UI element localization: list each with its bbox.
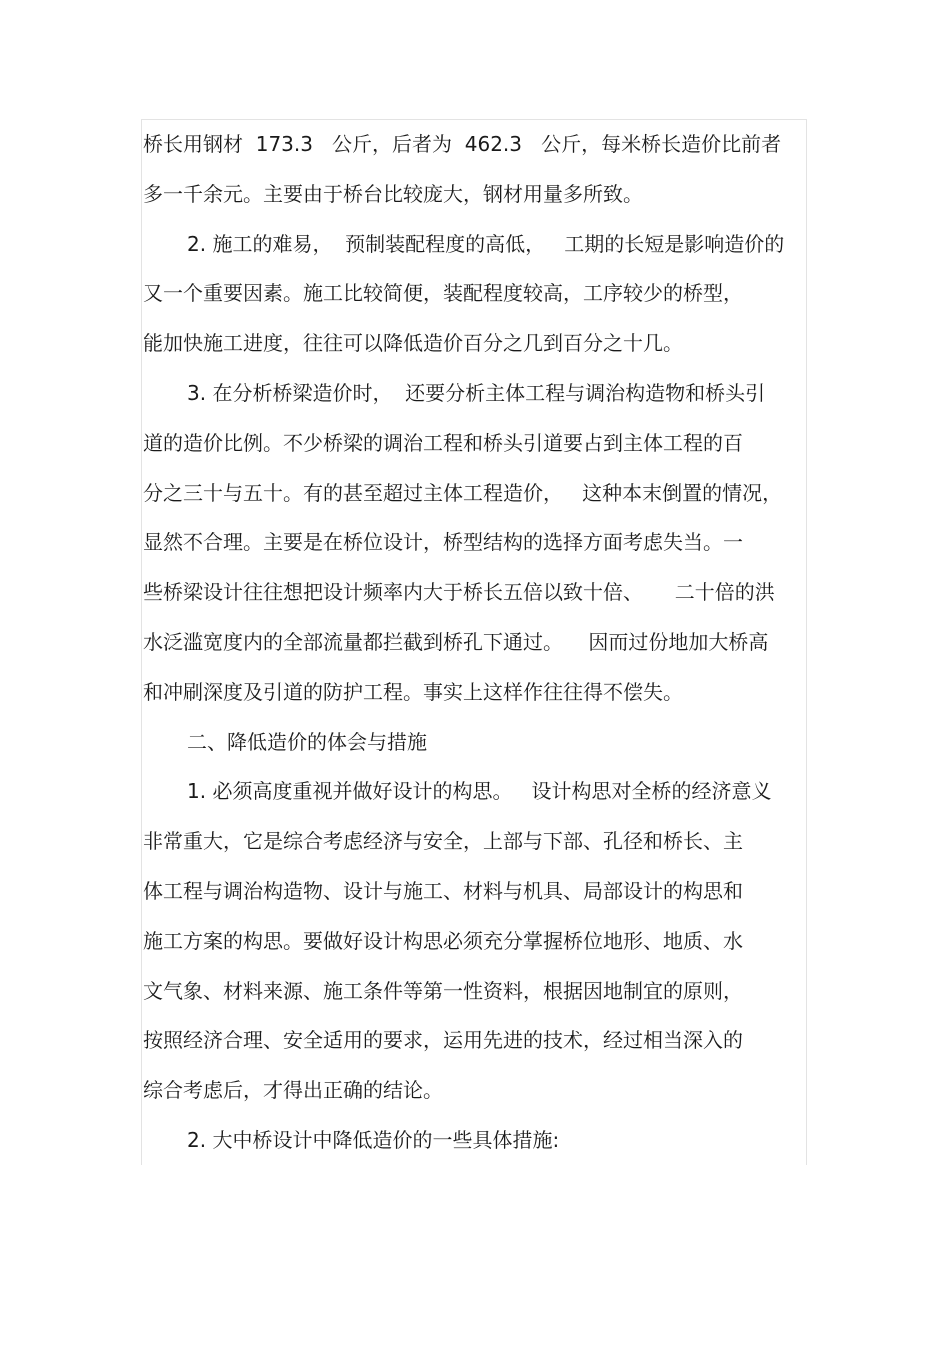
text-line: 非常重大，它是综合考虑经济与安全，上部与下部、孔径和桥长、主 [143, 829, 743, 854]
text-line: 和冲刷深度及引道的防护工程。事实上这样作往往得不偿失。 [143, 679, 683, 704]
text-line: 综合考虑后，才得出正确的结论。 [143, 1078, 443, 1103]
text-line: 2. 施工的难易， 预制装配程度的高低， 工期的长短是影响造价的 [187, 231, 785, 256]
text-line: 显然不合理。主要是在桥位设计，桥型结构的选择方面考虑失当。一 [143, 530, 743, 555]
text-line: 体工程与调治构造物、设计与施工、材料与机具、局部设计的构思和 [143, 878, 743, 903]
text-line: 多一千余元。主要由于桥台比较庞大，钢材用量多所致。 [143, 181, 643, 206]
text-line: 1. 必须高度重视并做好设计的构思。 设计构思对全桥的经济意义 [187, 779, 772, 804]
text-line: 施工方案的构思。要做好设计构思必须充分掌握桥位地形、地质、水 [143, 928, 743, 953]
text-line: 水泛滥宽度内的全部流量都拦截到桥孔下通过。 因而过份地加大桥高 [143, 629, 769, 654]
text-line: 2. 大中桥设计中降低造价的一些具体措施: [187, 1127, 560, 1152]
text-line: 道的造价比例。不少桥梁的调治工程和桥头引道要占到主体工程的百 [143, 430, 743, 455]
text-line: 按照经济合理、安全适用的要求，运用先进的技术，经过相当深入的 [143, 1028, 743, 1053]
document-body [143, 120, 823, 1166]
text-line: 桥长用钢材 173.3 公斤，后者为 462.3 公斤，每米桥长造价比前者 [143, 132, 782, 156]
text-line: 二、降低造价的体会与措施 [187, 729, 427, 754]
text-line: 文气象、材料来源、施工条件等第一性资料，根据因地制宜的原则， [143, 978, 743, 1003]
text-line: 能加快施工进度，往往可以降低造价百分之几到百分之十几。 [143, 331, 683, 356]
text-line: 又一个重要因素。施工比较简便，装配程度较高，工序较少的桥型， [143, 281, 743, 306]
text-line: 3. 在分析桥梁造价时， 还要分析主体工程与调治构造物和桥头引 [187, 380, 766, 405]
text-line: 些桥梁设计往往想把设计频率内大于桥长五倍以致十倍、 二十倍的洪 [143, 580, 775, 605]
text-line: 分之三十与五十。有的甚至超过主体工程造价， 这种本末倒置的情况， [143, 480, 783, 505]
